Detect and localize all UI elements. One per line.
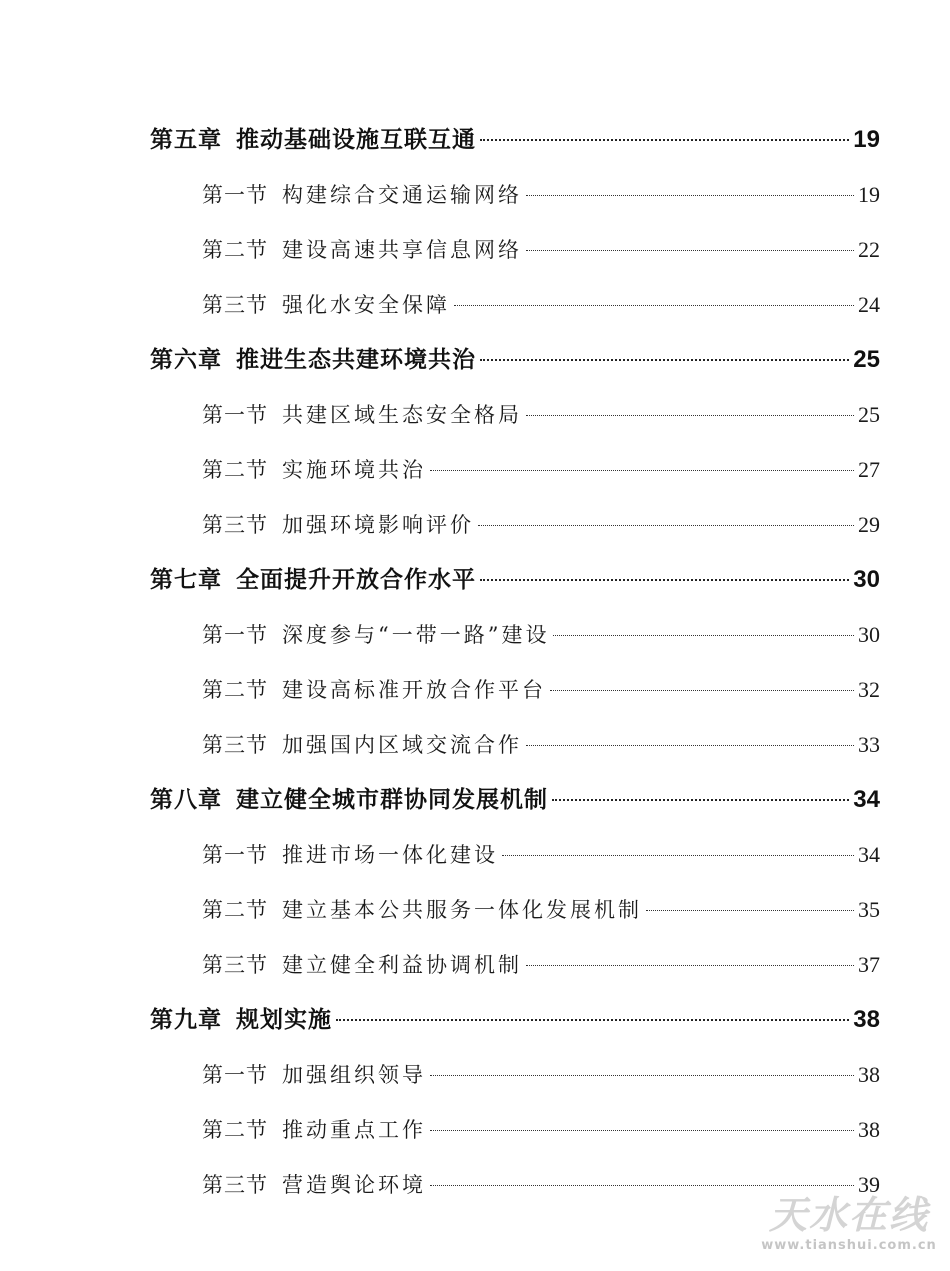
section-title: 共建区域生态安全格局 (282, 403, 522, 427)
chapter-page-number: 34 (853, 786, 880, 813)
dot-leader (430, 470, 854, 471)
section-title: 实施环境共治 (282, 458, 426, 482)
section-label: 第一节 (202, 623, 268, 647)
toc-section-row[interactable] (150, 167, 880, 222)
dot-leader (480, 579, 849, 581)
dot-leader (480, 139, 849, 141)
chapter-page-number: 25 (853, 346, 880, 373)
section-title: 推进市场一体化建设 (282, 843, 498, 867)
dot-leader (526, 250, 854, 251)
section-title: 建立健全利益协调机制 (282, 953, 522, 977)
toc-section-row[interactable] (150, 1102, 880, 1157)
chapter-page-number: 19 (853, 126, 880, 153)
dot-leader (552, 799, 849, 801)
toc-section-row[interactable] (150, 1047, 880, 1102)
section-page-number: 30 (858, 622, 880, 647)
section-page-number: 22 (858, 237, 880, 262)
section-page-number: 27 (858, 457, 880, 482)
toc-chapter-row[interactable] (150, 992, 880, 1047)
section-title: 构建综合交通运输网络 (282, 183, 522, 207)
chapter-label: 第九章 (150, 1007, 222, 1033)
watermark (754, 1193, 944, 1263)
section-title: 加强环境影响评价 (282, 513, 474, 537)
section-title: 营造舆论环境 (282, 1173, 426, 1197)
section-page-number: 29 (858, 512, 880, 537)
section-title: 强化水安全保障 (282, 293, 450, 317)
section-page-number: 33 (858, 732, 880, 757)
chapter-label: 第八章 (150, 787, 222, 813)
chapter-title: 全面提升开放合作水平 (236, 567, 476, 593)
dot-leader (336, 1019, 849, 1021)
section-page-number: 38 (858, 1062, 880, 1087)
dot-leader (480, 359, 849, 361)
section-label: 第三节 (202, 1173, 268, 1197)
dot-leader (526, 195, 854, 196)
watermark-logo: 天水在线 (768, 1192, 929, 1237)
dot-leader (502, 855, 854, 856)
section-label: 第三节 (202, 733, 268, 757)
section-page-number: 32 (858, 677, 880, 702)
toc-chapter-row[interactable] (150, 552, 880, 607)
dot-leader (526, 745, 854, 746)
chapter-page-number: 38 (853, 1006, 880, 1033)
chapter-title: 推动基础设施互联互通 (236, 127, 476, 153)
section-title: 建设高速共享信息网络 (282, 238, 522, 262)
toc-section-row[interactable] (150, 222, 880, 277)
toc-section-row[interactable] (150, 717, 880, 772)
section-page-number: 19 (858, 182, 880, 207)
section-label: 第三节 (202, 513, 268, 537)
chapter-label: 第七章 (150, 567, 222, 593)
chapter-label: 第五章 (150, 127, 222, 153)
section-label: 第三节 (202, 953, 268, 977)
dot-leader (430, 1075, 854, 1076)
section-label: 第一节 (202, 183, 268, 207)
section-label: 第三节 (202, 293, 268, 317)
toc-section-row[interactable] (150, 277, 880, 332)
toc-section-row[interactable] (150, 937, 880, 992)
toc-section-row[interactable] (150, 662, 880, 717)
section-page-number: 24 (858, 292, 880, 317)
section-page-number: 25 (858, 402, 880, 427)
section-label: 第一节 (202, 1063, 268, 1087)
toc-chapter-row[interactable] (150, 112, 880, 167)
section-label: 第二节 (202, 678, 268, 702)
section-title: 建立基本公共服务一体化发展机制 (282, 898, 642, 922)
dot-leader (478, 525, 854, 526)
toc-section-row[interactable] (150, 387, 880, 442)
dot-leader (430, 1130, 854, 1131)
section-title: 加强国内区域交流合作 (282, 733, 522, 757)
section-title: 推动重点工作 (282, 1118, 426, 1142)
dot-leader (430, 1185, 854, 1186)
chapter-title: 建立健全城市群协同发展机制 (236, 787, 548, 813)
section-label: 第二节 (202, 898, 268, 922)
watermark-url: www.tianshui.com.cn (761, 1238, 937, 1253)
section-page-number: 37 (858, 952, 880, 977)
section-page-number: 35 (858, 897, 880, 922)
chapter-title: 规划实施 (236, 1007, 332, 1033)
dot-leader (526, 965, 854, 966)
toc-section-row[interactable] (150, 607, 880, 662)
section-page-number: 39 (858, 1172, 880, 1197)
section-page-number: 34 (858, 842, 880, 867)
section-label: 第二节 (202, 458, 268, 482)
toc-chapter-row[interactable] (150, 772, 880, 827)
section-label: 第一节 (202, 403, 268, 427)
section-label: 第一节 (202, 843, 268, 867)
dot-leader (526, 415, 854, 416)
section-title: 建设高标准开放合作平台 (282, 678, 546, 702)
dot-leader (454, 305, 854, 306)
section-label: 第二节 (202, 238, 268, 262)
chapter-page-number: 30 (853, 566, 880, 593)
chapter-title: 推进生态共建环境共治 (236, 347, 476, 373)
toc-section-row[interactable] (150, 497, 880, 552)
toc-section-row[interactable] (150, 827, 880, 882)
chapter-label: 第六章 (150, 347, 222, 373)
section-label: 第二节 (202, 1118, 268, 1142)
section-page-number: 38 (858, 1117, 880, 1142)
table-of-contents (150, 112, 880, 1212)
section-title: 加强组织领导 (282, 1063, 426, 1087)
toc-chapter-row[interactable] (150, 332, 880, 387)
toc-section-row[interactable] (150, 882, 880, 937)
section-title: 深度参与“一带一路”建设 (282, 623, 550, 647)
dot-leader (550, 690, 854, 691)
dot-leader (646, 910, 854, 911)
dot-leader (553, 635, 854, 636)
toc-section-row[interactable] (150, 442, 880, 497)
